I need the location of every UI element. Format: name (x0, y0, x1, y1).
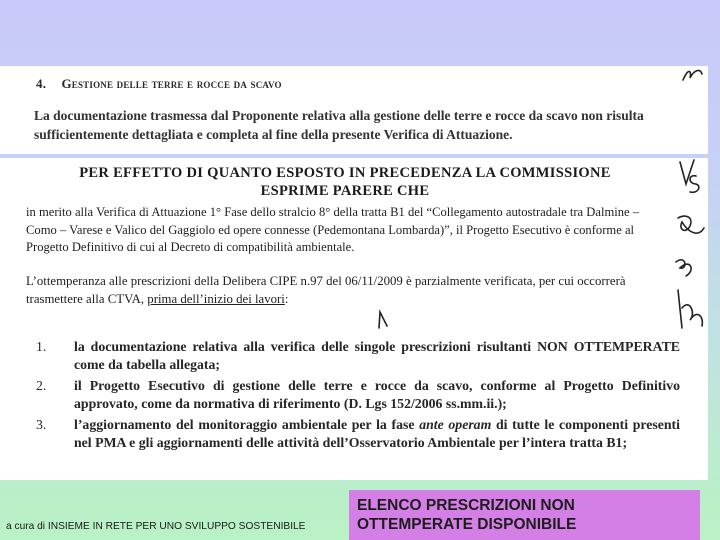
document-scan-main (0, 158, 708, 480)
section-number: 4. (36, 76, 47, 91)
list-item-text: la documentazione relativa alla verifica delle singole prescrizioni risultanti NON OTTEMPERATE come da tabella allegata; (74, 339, 680, 372)
paragraph-compliance (26, 272, 656, 308)
handwritten-signatures (672, 158, 708, 348)
list-item-text: il Progetto Esecutivo di gestione delle terre e rocce da scavo, conforme al Progetto Definitivo approvato, come da normativa di riferimento (D. Lgs 152/2006 ss.mm.ii.); (74, 378, 680, 411)
list-item-text (74, 416, 680, 451)
paragraph-compliance-start: L’ottemperanza alle prescrizioni della Delibera CIPE n.97 del 06/11/2009 è parzialmente verificata, per cui occorrerà trasmettere alla CTVA, (26, 274, 626, 306)
section-title: Gestione delle terre e rocce da scavo (61, 76, 282, 91)
credit-caption: a cura di INSIEME IN RETE PER UNO SVILUPPO SOSTENIBILE (6, 521, 306, 532)
callout-banner (349, 490, 700, 540)
document-scan-top (0, 66, 708, 154)
list-item (30, 416, 680, 451)
paragraph-conformity: in merito alla Verifica di Attuazione 1° Fase dello stralcio 8° della tratta B1 del “Collegamento autostradale tra Dalmine – Como – Varese e Valico del Gaggiolo ed opere connesse (Pedemontana Lombarda)”, il Progetto Esecutivo è conforme al Progetto Definitivo di cui al Decreto di compatibilità ambientale. (26, 205, 640, 254)
paragraph-compliance-underlined: prima dell’inizio dei lavori (147, 292, 285, 306)
callout-line2: OTTEMPERATE DISPONIBILE (357, 516, 577, 533)
list-item-text-end: di tutte le componenti presenti nel PMA e gli aggiornamenti delle attività dell’Osservatorio Ambientale per l’intera tratta B1; (74, 417, 680, 450)
requirements-list (30, 338, 680, 455)
decision-title (60, 164, 630, 200)
list-item-number: 2. (36, 378, 47, 393)
handwritten-tick (376, 306, 390, 330)
section-paragraph: La documentazione trasmessa dal Proponente relativa alla gestione delle terre e rocce da scavo non risulta sufficientemente dettagliata e completa al fine della presente Verifica di Attuazione. (34, 108, 644, 142)
callout-line1: ELENCO PRESCRIZIONI NON (357, 497, 575, 514)
decision-title-line2: ESPRIME PARERE CHE (260, 183, 430, 199)
list-item-text-italic: ante operam (419, 417, 492, 432)
list-item (30, 377, 680, 412)
section-heading (36, 76, 282, 92)
paragraph-compliance-end: : (284, 292, 289, 306)
handwritten-mark (680, 66, 706, 86)
list-item-text-start: l’aggiornamento del monitoraggio ambientale per la fase (74, 417, 420, 432)
list-item-number: 3. (36, 417, 47, 432)
decision-title-line1: PER EFFETTO DI QUANTO ESPOSTO IN PRECEDENZA LA COMMISSIONE (79, 165, 611, 181)
list-item-number: 1. (36, 339, 47, 354)
list-item (30, 338, 680, 373)
